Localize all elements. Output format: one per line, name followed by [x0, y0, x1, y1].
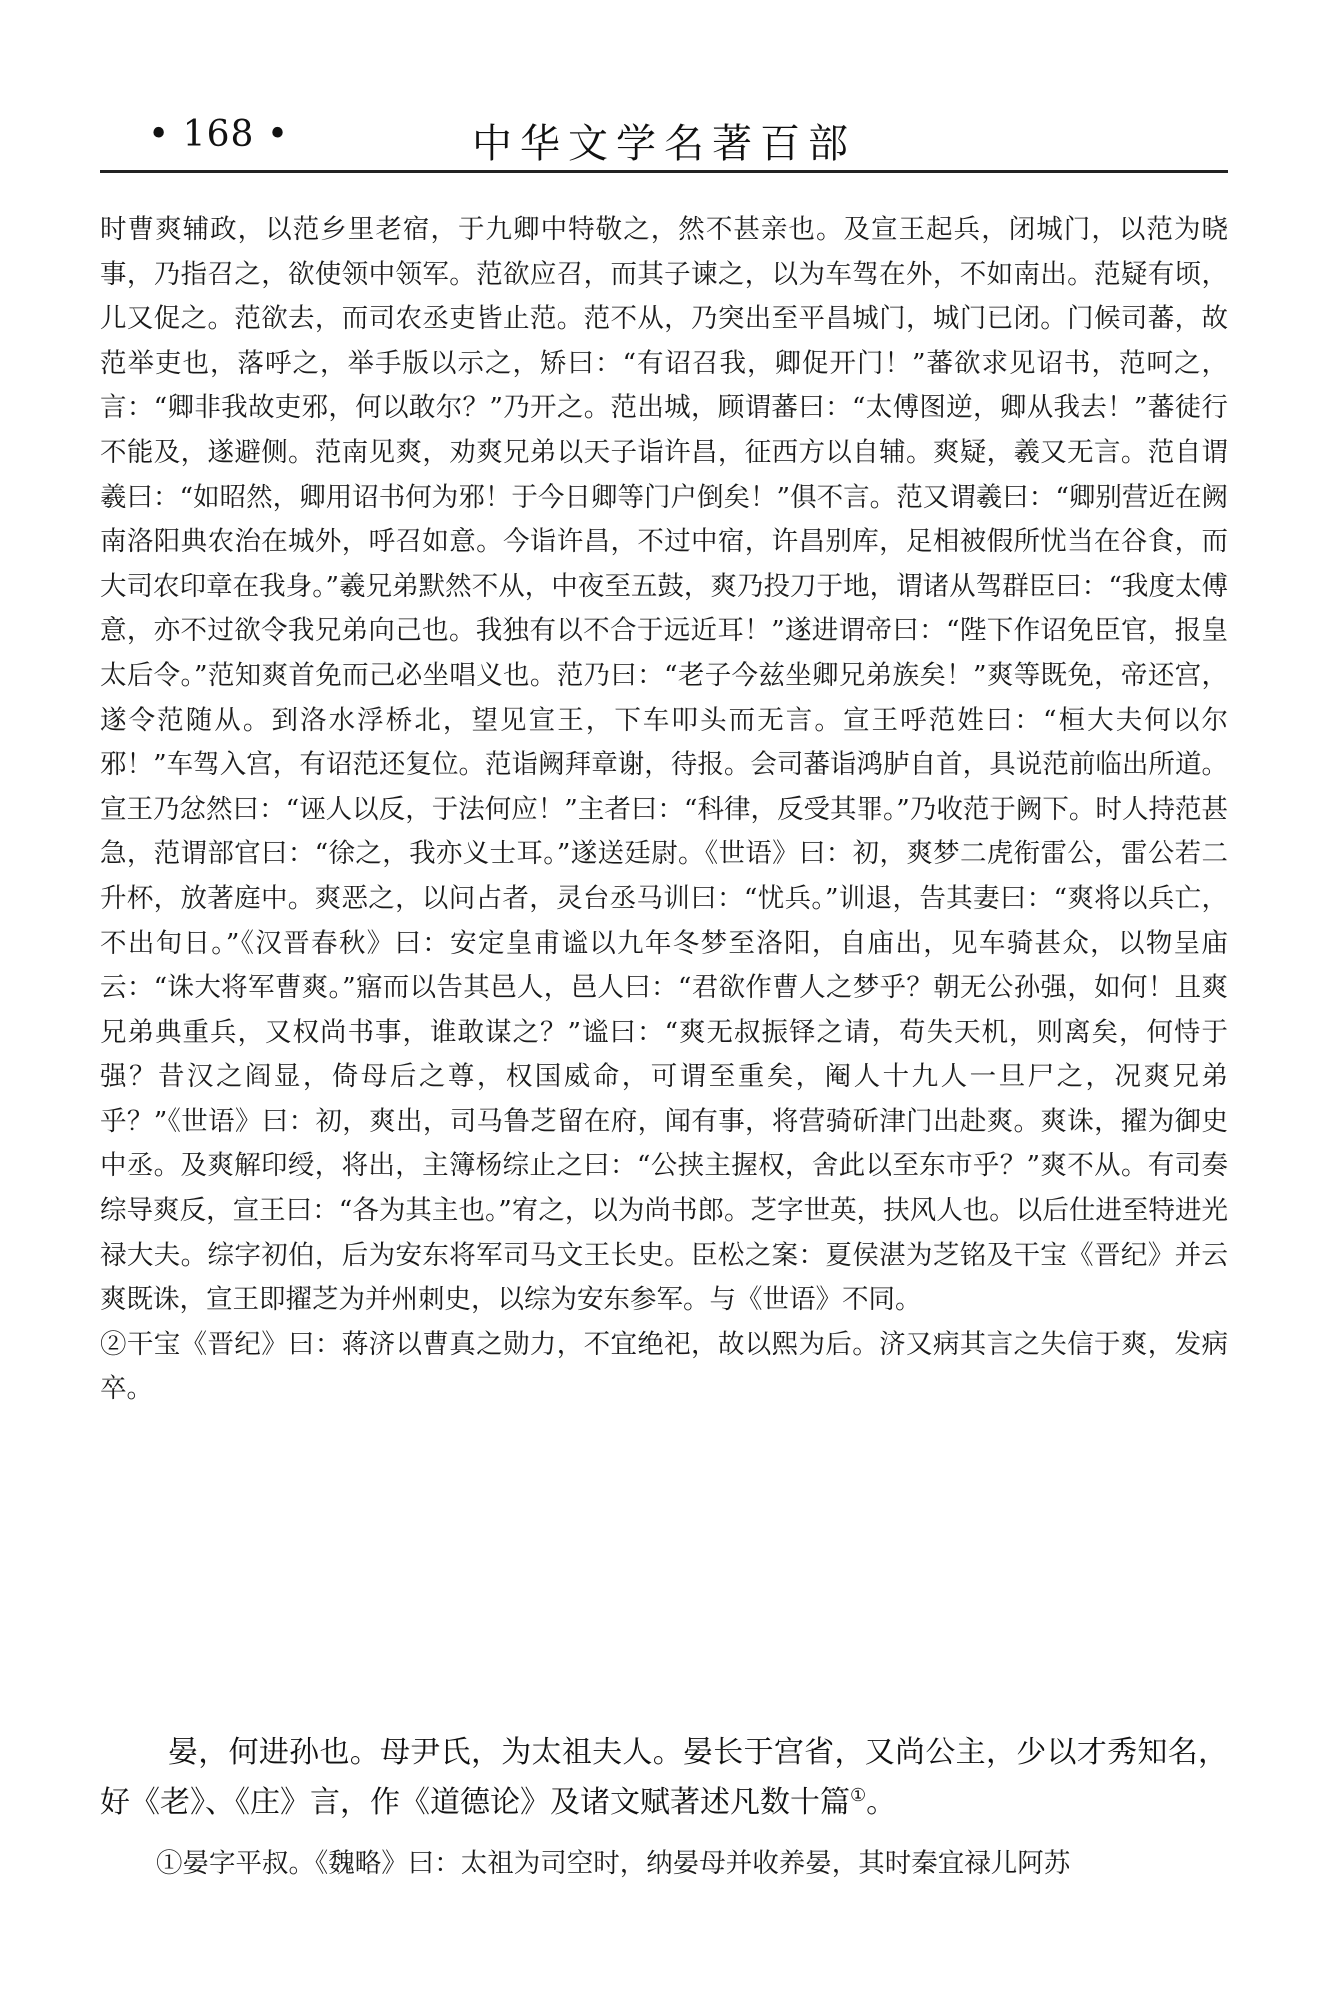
page-header: [100, 106, 1228, 166]
main-paragraph-text: 晏，何进孙也。母尹氏，为太祖夫人。晏长于宫省，又尚公主，少以才秀知名，好《老》、《庄》言，作《道德论》及诸文赋著述凡数十篇: [100, 1735, 1228, 1820]
commentary-notes: [100, 208, 1228, 1412]
main-text: [100, 1728, 1228, 1828]
page-number: • 168 •: [148, 114, 290, 155]
main-paragraph-end: 。: [866, 1785, 897, 1820]
commentary-paragraph: ②干宝《晋纪》曰：蒋济以曹真之勋力，不宜绝祀，故以熙为后。济又病其言之失信于爽，发病卒。: [100, 1328, 1228, 1405]
book-title: 中华文学名著百部: [472, 121, 856, 167]
header-rule: [100, 170, 1228, 173]
footnote-paragraph: ①晏字平叔。《魏略》曰：太祖为司空时，纳晏母并收养晏，其时秦宜禄儿阿苏: [156, 1848, 1071, 1879]
main-paragraph: [100, 1728, 1228, 1828]
footnote-marker: ①: [850, 1785, 867, 1806]
footnote-text: [100, 1842, 1228, 1887]
commentary-paragraph: 时曹爽辅政，以范乡里老宿，于九卿中特敬之，然不甚亲也。及宣王起兵，闭城门，以范为晓事，乃指召之，欲使领中领军。范欲应召，而其子谏之，以为车驾在外，不如南出。范疑有顷，儿又促之。范欲去，而司农丞吏皆止范。范不从，乃突出至平昌城门，城门已闭。门候司蕃，故范举吏也，落呼之，举手版以示之，矫曰：“有诏召我，卿促开门！”蕃欲求见诏书，范呵之，言：“卿非我故吏邪，何以敢尔？”乃开之。范出城，顾谓蕃曰：“太傅图逆，卿从我去！”蕃徒行不能及，遂避侧。范南见爽，劝爽兄弟以天子诣许昌，征西方以自辅。爽疑，羲又无言。范自谓羲曰：“如昭然，卿用诏书何为邪！于今日卿等门户倒矣！”俱不言。范又谓羲曰：“卿别营近在阙南洛阳典农治在城外，呼召如意。今诣许昌，不过中宿，许昌别库，足相被假所忧当在谷食，而大司农印章在我身。”羲兄弟默然不从，中夜至五鼓，爽乃投刀于地，谓诸从驾群臣曰：“我度太傅意，亦不过欲令我兄弟向己也。我独有以不合于远近耳！”遂进谓帝曰：“陛下作诏免臣官，报皇太后令。”范知爽首免而己必坐唱义也。范乃曰：“老子今兹坐卿兄弟族矣！”爽等既免，帝还宫，遂令范随从。到洛水浮桥北，望见宣王，下车叩头而无言。宣王呼范姓曰：“桓大夫何以尔邪！”车驾入宫，有诏范还复位。范诣阙拜章谢，待报。会司蕃诣鸿胪自首，具说范前临出所道。宣王乃忿然曰：“诬人以反，于法何应！”主者曰：“科律，反受其罪。”乃收范于阙下。时人持范甚急，范谓部官曰：“徐之，我亦义士耳。”遂送廷尉。《世语》曰：初，爽梦二虎衔雷公，雷公若二升杯，放著庭中。爽恶之，以问占者，灵台丞马训曰：“忧兵。”训退，告其妻曰：“爽将以兵亡，不出旬日。”《汉晋春秋》曰：安定皇甫谧以九年冬梦至洛阳，自庙出，见车骑甚众，以物呈庙云：“诛大将军曹爽。”寤而以告其邑人，邑人曰：“君欲作曹人之梦乎？朝无公孙强，如何！且爽兄弟典重兵，又权尚书事，谁敢谋之？”谧曰：“爽无叔振铎之请，苟失天机，则离矣，何恃于强？昔汉之阎显，倚母后之尊，权国威命，可谓至重矣，阉人十九人一旦尸之，况爽兄弟乎？”《世语》曰：初，爽出，司马鲁芝留在府，闻有事，将营骑斫津门出赴爽。爽诛，擢为御史中丞。及爽解印绶，将出，主簿杨综止之曰：“公挟主握权，舍此以至东市乎？”爽不从。有司奏综导爽反，宣王曰：“各为其主也。”宥之，以为尚书郎。芝字世英，扶风人也。以后仕进至特进光禄大夫。综字初伯，后为安东将军司马文王长史。臣松之案：夏侯湛为芝铭及干宝《晋纪》并云爽既诛，宣王即擢芝为并州刺史，以综为安东参军。与《世语》不同。: [100, 214, 1228, 1316]
